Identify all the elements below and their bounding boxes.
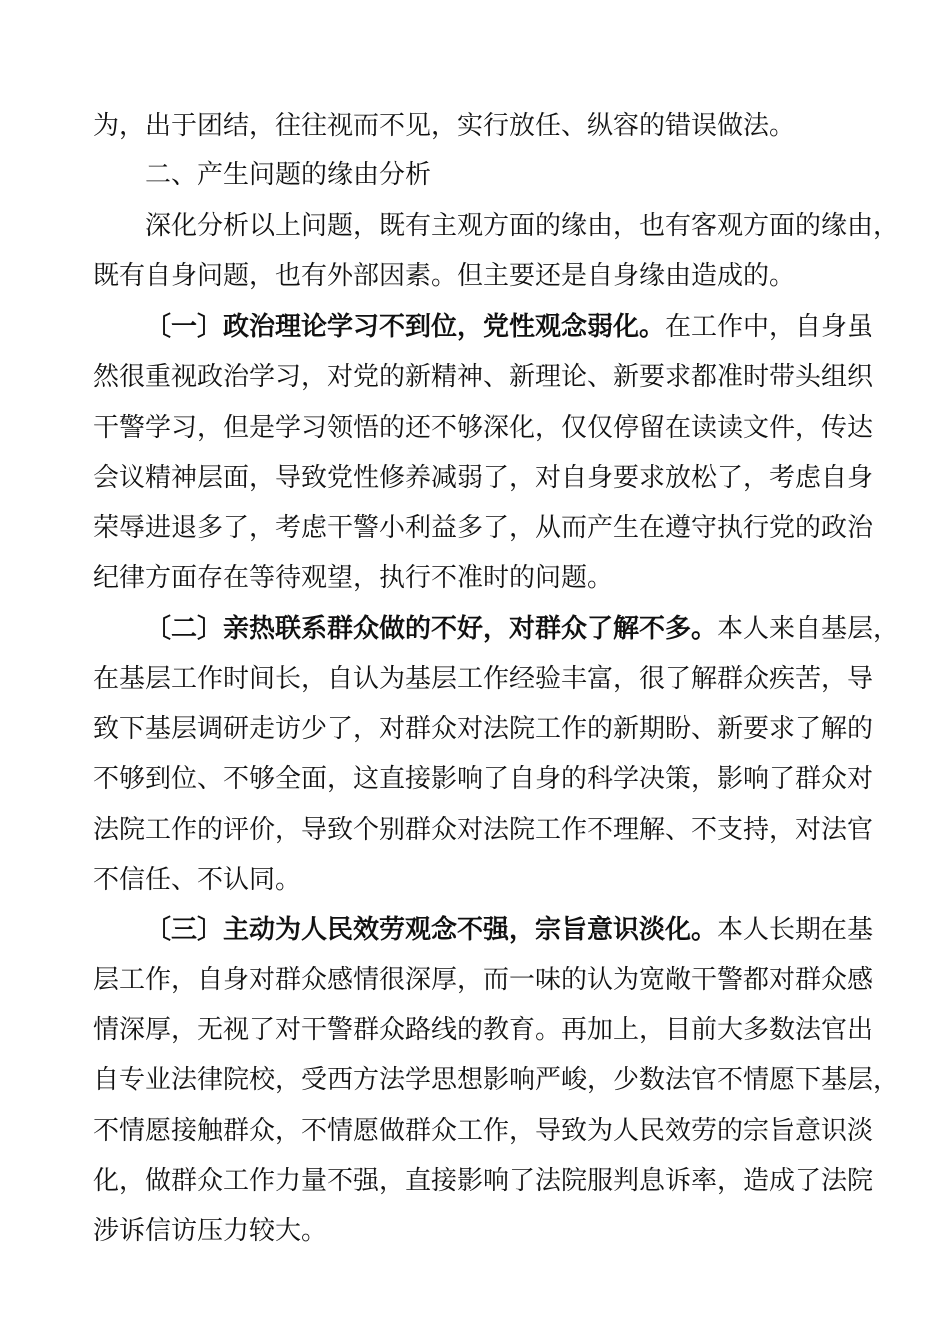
text-segment: 既有自身问题，也有外部因素。但主要还是自身缘由造成的。 <box>93 261 796 291</box>
text-segment: 层工作，自身对群众感情很深厚，而一味的认为宽敞干警都对群众感 <box>93 965 874 995</box>
section-heading <box>145 157 873 193</box>
text-line <box>93 812 873 848</box>
text-segment: 情深厚，无视了对干警群众路线的教育。再加上，目前大多数法官出 <box>93 1015 874 1045</box>
text-segment: 二、产生问题的缘由分析 <box>145 160 432 190</box>
text-line <box>93 560 873 596</box>
text-segment: 然很重视政治学习，对党的新精神、新理论、新要求都准时带头组织 <box>93 362 874 392</box>
text-segment: 纪律方面存在等待观望，执行不准时的问题。 <box>93 563 614 593</box>
subheading-line <box>145 309 873 345</box>
text-line <box>93 510 873 546</box>
text-line <box>93 359 873 395</box>
text-line <box>93 1113 873 1149</box>
text-line <box>93 410 873 446</box>
subheading-line <box>145 912 873 948</box>
text-segment: 不情愿接触群众，不情愿做群众工作，导致为人民效劳的宗旨意识淡 <box>93 1116 874 1146</box>
text-segment: 干警学习，但是学习领悟的还不够深化，仅仅停留在读读文件，传达 <box>93 413 874 443</box>
text-segment: 荣辱进退多了，考虑干警小利益多了，从而产生在遵守执行党的政治 <box>93 513 874 543</box>
text-segment: 自专业法律院校，受西方法学思想影响严峻，少数法官不情愿下基层， <box>93 1065 900 1095</box>
text-segment: 本人长期在基 <box>717 915 874 945</box>
text-segment: 不信任、不认同。 <box>93 865 302 895</box>
subheading-text: 〔一〕政治理论学习不到位，党性观念弱化。 <box>145 312 666 342</box>
text-line <box>93 258 873 294</box>
text-segment: 致下基层调研走访少了，对群众对法院工作的新期盼、新要求了解的 <box>93 714 874 744</box>
text-segment: 在工作中，自身虽 <box>665 312 874 342</box>
text-line <box>145 208 900 244</box>
text-line <box>93 1062 900 1098</box>
text-segment: 深化分析以上问题，既有主观方面的缘由，也有客观方面的缘由， <box>145 211 900 241</box>
text-segment: 涉诉信访压力较大。 <box>93 1216 328 1246</box>
subheading-text: 〔二〕亲热联系群众做的不好，对群众了解不多。 <box>145 614 718 644</box>
text-line <box>93 1012 873 1048</box>
text-segment: 为，出于团结，往往视而不见，实行放任、纵容的错误做法。 <box>93 111 796 141</box>
subheading-text: 〔三〕主动为人民效劳观念不强，宗旨意识淡化。 <box>145 915 718 945</box>
text-line <box>93 108 873 144</box>
text-segment: 不够到位、不够全面，这直接影响了自身的科学决策，影响了群众对 <box>93 764 874 794</box>
text-segment: 在基层工作时间长，自认为基层工作经验丰富，很了解群众疾苦，导 <box>93 664 874 694</box>
text-line <box>93 1213 873 1249</box>
text-line <box>93 460 873 496</box>
text-segment: 会议精神层面，导致党性修养减弱了，对自身要求放松了，考虑自身 <box>93 463 874 493</box>
text-segment: 化，做群众工作力量不强，直接影响了法院服判息诉率，造成了法院 <box>93 1166 874 1196</box>
subheading-line <box>145 611 900 647</box>
text-line <box>93 711 873 747</box>
text-line <box>93 862 873 898</box>
text-segment: 法院工作的评价，导致个别群众对法院工作不理解、不支持，对法官 <box>93 815 874 845</box>
text-line <box>93 962 873 998</box>
text-line <box>93 761 873 797</box>
text-segment: 本人来自基层， <box>717 614 900 644</box>
text-line <box>93 1163 873 1199</box>
text-line <box>93 661 873 697</box>
